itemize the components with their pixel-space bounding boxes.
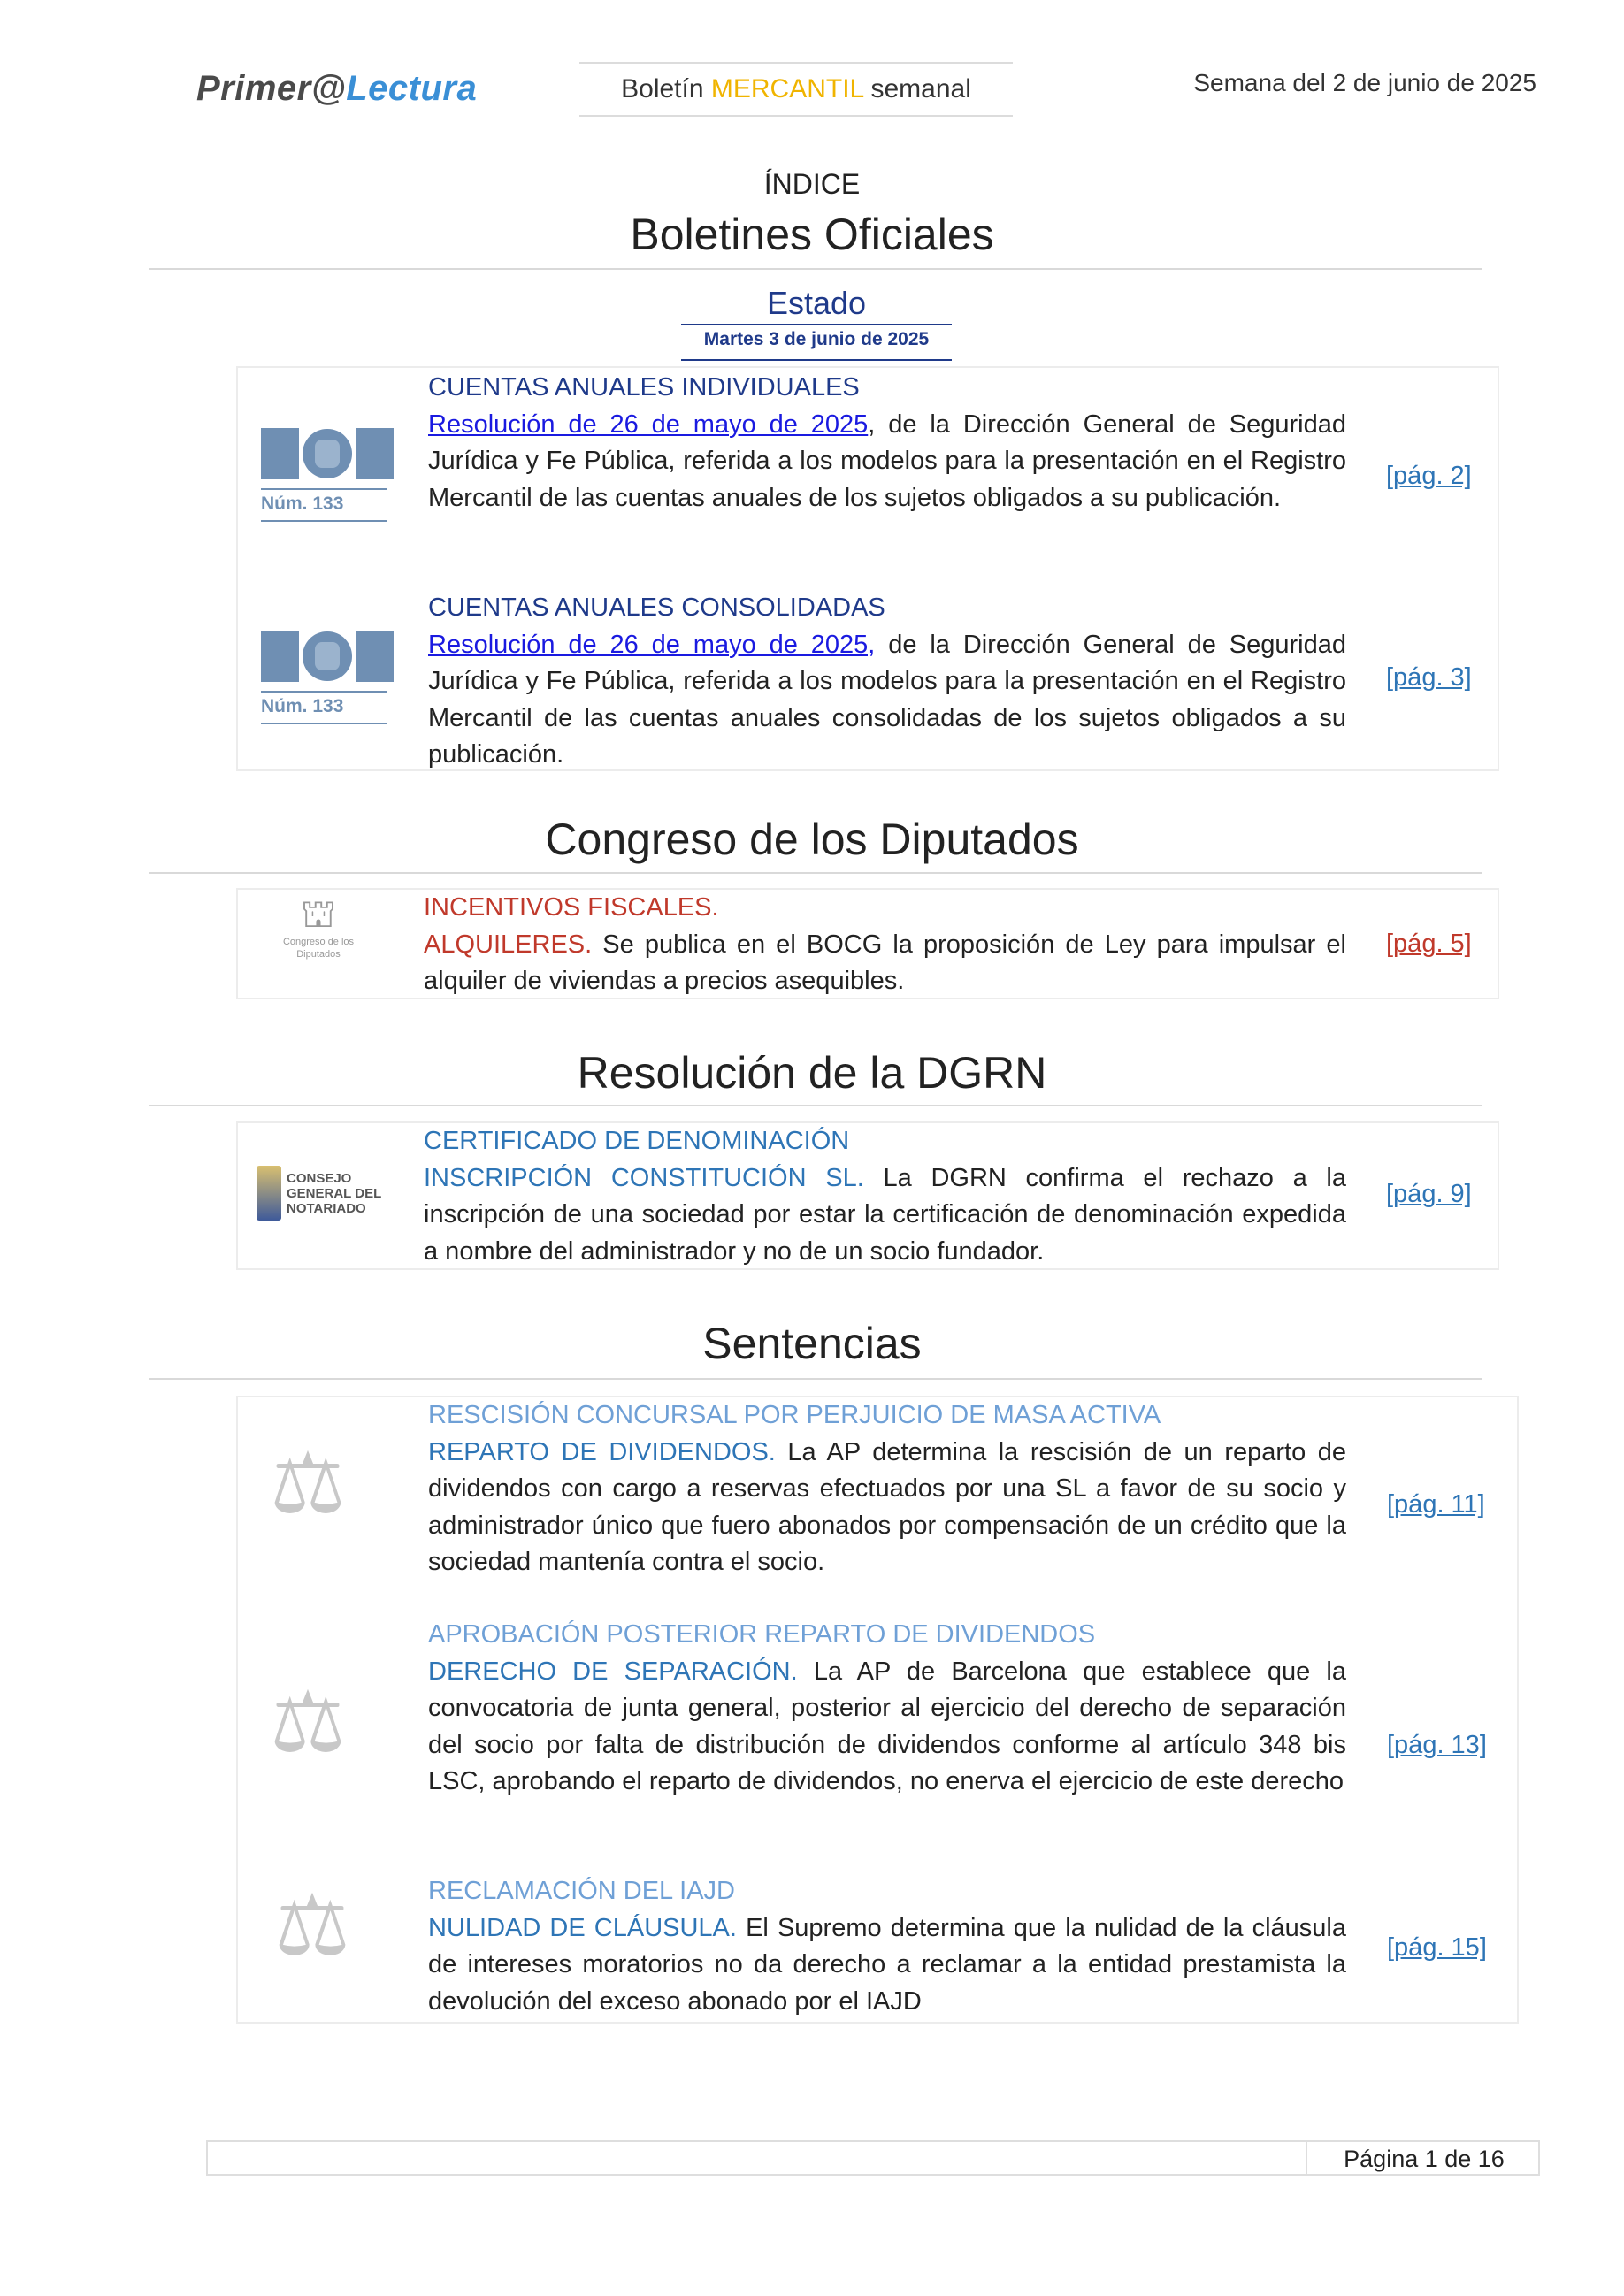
title-mid: MERCANTIL bbox=[710, 74, 864, 103]
entry-category: CERTIFICADO DE DENOMINACIÓN bbox=[424, 1127, 850, 1155]
entry-lead: NULIDAD DE CLÁUSULA. bbox=[428, 1913, 737, 1942]
estado-title: Estado bbox=[766, 285, 867, 321]
entry-text: La AP de Barcelona que establece que la convocatoria de junta general, posterior al ejercicio del derecho de separación del socio por falta de distribución de dividendos conforme al artículo 348 bis LSC, aprobando el reparto de dividendos, no enerva el ejercicio de este derecho bbox=[428, 1657, 1346, 1795]
scales-icon: ⚖ bbox=[270, 1675, 347, 1770]
estado-date: Martes 3 de junio de 2025 bbox=[703, 329, 930, 349]
notariado-logo-text: CONSEJO GENERAL DEL NOTARIADO bbox=[287, 1170, 381, 1216]
section-title-sentencias: Sentencias bbox=[702, 1319, 922, 1368]
boe-number: Núm. 133 bbox=[261, 494, 344, 514]
notariado-logo bbox=[257, 1166, 384, 1221]
primera-lectura-logo bbox=[196, 69, 477, 109]
section-title-congreso: Congreso de los Diputados bbox=[545, 815, 1079, 864]
section-title-boletines: Boletines Oficiales bbox=[630, 210, 994, 259]
boe-number: Núm. 133 bbox=[261, 696, 344, 716]
entry-category: INCENTIVOS FISCALES. bbox=[424, 893, 719, 922]
scales-icon: ⚖ bbox=[270, 1436, 347, 1531]
title-post: semanal bbox=[863, 74, 971, 103]
boe-entry bbox=[428, 590, 1346, 774]
entry-text: El Supremo determina que la nulidad de la cláusula de intereses moratorios no da derecho a reclamar a la entidad prestamista la devolución del exceso abonado por el IAJD bbox=[428, 1913, 1347, 2016]
entry-text: de la Dirección General de Seguridad Jurídica y Fe Pública, referida a los modelos para la presentación en el Registro Mercantil de las cuentas anuales consolidadas de los sujetos obligados a su publicación. bbox=[428, 630, 1347, 769]
entry-category: CUENTAS ANUALES INDIVIDUALES bbox=[428, 373, 860, 402]
boe-mark-icon bbox=[261, 629, 394, 684]
dgrn-entry bbox=[424, 1123, 1346, 1270]
sentencia-entry bbox=[428, 1397, 1346, 1581]
sentencia-entry bbox=[428, 1873, 1346, 2020]
resolution-link[interactable]: Resolución de 26 de mayo de 2025, bbox=[428, 630, 876, 659]
resolution-link[interactable]: Resolución de 26 de mayo de 2025 bbox=[428, 409, 869, 439]
page-link[interactable]: [pág. 11] bbox=[1387, 1490, 1485, 1519]
boe-logo bbox=[261, 426, 394, 522]
bulletin-title bbox=[579, 62, 1013, 117]
section-divider bbox=[149, 1378, 1482, 1380]
section-divider bbox=[149, 1105, 1482, 1106]
page-counter: Página 1 de 16 bbox=[1344, 2146, 1505, 2172]
congreso-emblem-icon: ⛫ bbox=[300, 892, 337, 936]
title-pre: Boletín bbox=[621, 74, 711, 103]
entry-category: RESCISIÓN CONCURSAL POR PERJUICIO DE MASA ACTIVA bbox=[428, 1401, 1161, 1429]
page-link[interactable]: [pág. 13] bbox=[1387, 1731, 1487, 1759]
footer-divider bbox=[1306, 2140, 1307, 2176]
boe-mark-icon bbox=[261, 426, 394, 481]
week-date: Semana del 2 de junio de 2025 bbox=[1193, 69, 1536, 96]
entry-text: Se publica en el BOCG la proposición de Ley para impulsar el alquiler de viviendas a precios asequibles. bbox=[424, 930, 1346, 995]
scales-icon: ⚖ bbox=[274, 1879, 351, 1973]
entry-category: RECLAMACIÓN DEL IAJD bbox=[428, 1877, 735, 1905]
entry-text: La DGRN confirma el rechazo a la inscripción de una sociedad por estar la certificación de denominación expedida a nombre del administrador y no de un socio fundador. bbox=[424, 1163, 1346, 1266]
entry-text: , de la Dirección General de Seguridad Jurídica y Fe Pública, referida a los modelos para la presentación en el Registro Mercantil de las cuentas anuales de los sujetos obligados a su publicación. bbox=[428, 409, 1346, 512]
page-link[interactable]: [pág. 5] bbox=[1386, 930, 1472, 958]
congreso-entry bbox=[424, 890, 1346, 1000]
logo-suffix: Lectura bbox=[346, 69, 478, 108]
page-link[interactable]: [pág. 15] bbox=[1387, 1933, 1487, 1962]
entry-text: La AP determina la rescisión de un reparto de dividendos con cargo a reservas efectuados por una SL a favor de su socio y administrador único que fuero abonados por compensación de un crédito que la sociedad mantenía contra el socio. bbox=[428, 1437, 1346, 1576]
page-link[interactable]: [pág. 3] bbox=[1386, 663, 1472, 692]
boe-logo bbox=[261, 629, 394, 724]
entry-lead: ALQUILERES. bbox=[424, 930, 593, 959]
entry-category: APROBACIÓN POSTERIOR REPARTO DE DIVIDENDOS bbox=[428, 1620, 1096, 1649]
boe-entry bbox=[428, 370, 1346, 517]
entry-lead: DERECHO DE SEPARACIÓN. bbox=[428, 1657, 798, 1686]
page-link[interactable]: [pág. 9] bbox=[1386, 1180, 1472, 1208]
entry-lead: REPARTO DE DIVIDENDOS. bbox=[428, 1437, 776, 1466]
entry-category: CUENTAS ANUALES CONSOLIDADAS bbox=[428, 593, 885, 622]
congreso-logo-text: Congreso de los Diputados bbox=[282, 937, 355, 960]
section-divider bbox=[149, 268, 1482, 270]
entry-lead: INSCRIPCIÓN CONSTITUCIÓN SL. bbox=[424, 1163, 864, 1192]
page-link[interactable]: [pág. 2] bbox=[1386, 462, 1472, 490]
congreso-logo bbox=[279, 893, 358, 960]
estado-rule bbox=[681, 324, 952, 325]
section-divider bbox=[149, 872, 1482, 874]
estado-rule-bottom bbox=[681, 359, 952, 361]
section-title-dgrn: Resolución de la DGRN bbox=[577, 1048, 1047, 1098]
sentencia-entry bbox=[428, 1617, 1346, 1801]
index-heading: ÍNDICE bbox=[763, 168, 861, 200]
notariado-seal-icon bbox=[257, 1166, 281, 1221]
logo-prefix: Primer@ bbox=[196, 69, 347, 108]
